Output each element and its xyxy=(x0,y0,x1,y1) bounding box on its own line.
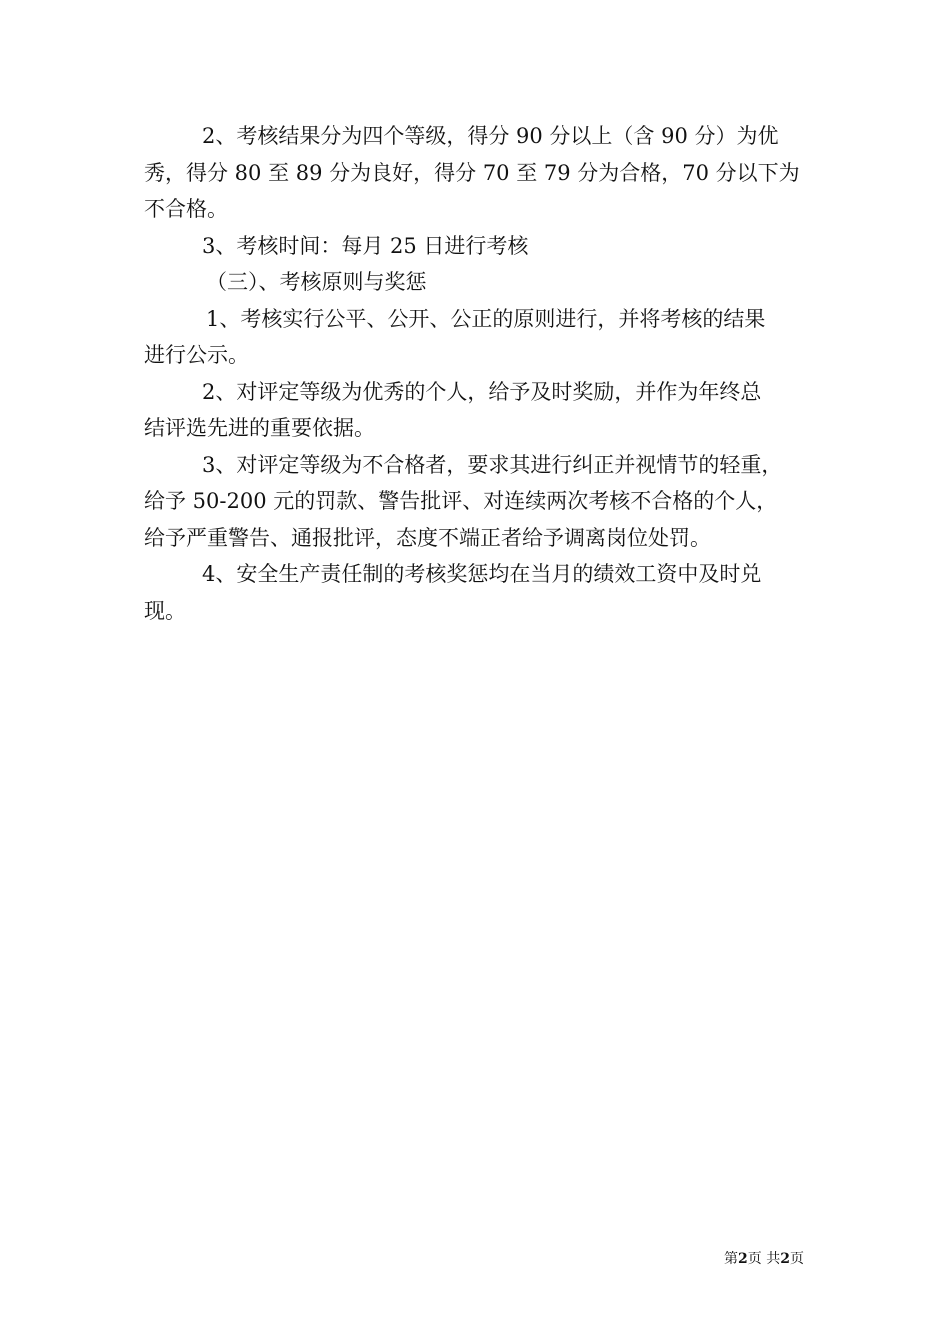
text-line: 秀，得分 80 至 89 分为良好，得分 70 至 79 分为合格，70 分以下为 xyxy=(144,160,800,185)
paragraph-unqualified-penalty xyxy=(144,447,814,557)
text-line: 进行公示。 xyxy=(144,343,249,367)
text-line: 3、对评定等级为不合格者，要求其进行纠正并视情节的轻重， xyxy=(202,452,783,477)
text-line: 现。 xyxy=(144,598,186,623)
paragraph-payroll xyxy=(144,556,814,629)
text-line: 2、考核结果分为四个等级，得分 90 分以上（含 90 分）为优 xyxy=(202,124,779,148)
page-footer xyxy=(724,1248,804,1268)
footer-page-number: 2 xyxy=(738,1251,748,1267)
text-line: 2、对评定等级为优秀的个人，给予及时奖励，并作为年终总 xyxy=(202,379,762,404)
document-body xyxy=(144,118,814,629)
footer-total-pages: 2 xyxy=(780,1251,790,1267)
text-line: 3、考核时间：每月 25 日进行考核 xyxy=(202,233,529,258)
text-line: 不合格。 xyxy=(144,197,228,221)
text-line: 给予严重警告、通报批评，态度不端正者给予调离岗位处罚。 xyxy=(144,525,711,550)
section-heading: （三）、考核原则与奖惩 xyxy=(206,270,427,294)
footer-suffix: 页 xyxy=(790,1251,804,1267)
text-line: 结评选先进的重要依据。 xyxy=(144,416,375,440)
footer-prefix: 第 xyxy=(724,1251,739,1267)
footer-middle: 页 共 xyxy=(747,1251,781,1267)
paragraph-grade-levels xyxy=(144,118,814,228)
text-line: 1、考核实行公平、公开、公正的原则进行，并将考核的结果 xyxy=(206,306,766,331)
paragraph-excellent-reward xyxy=(144,374,814,447)
text-line: 给予 50-200 元的罚款、警告批评、对连续两次考核不合格的个人， xyxy=(144,489,778,513)
section-heading-principles xyxy=(144,264,814,301)
paragraph-fairness xyxy=(144,301,814,374)
text-line: 4、安全生产责任制的考核奖惩均在当月的绩效工资中及时兑 xyxy=(202,562,762,586)
paragraph-assessment-time xyxy=(144,228,814,265)
